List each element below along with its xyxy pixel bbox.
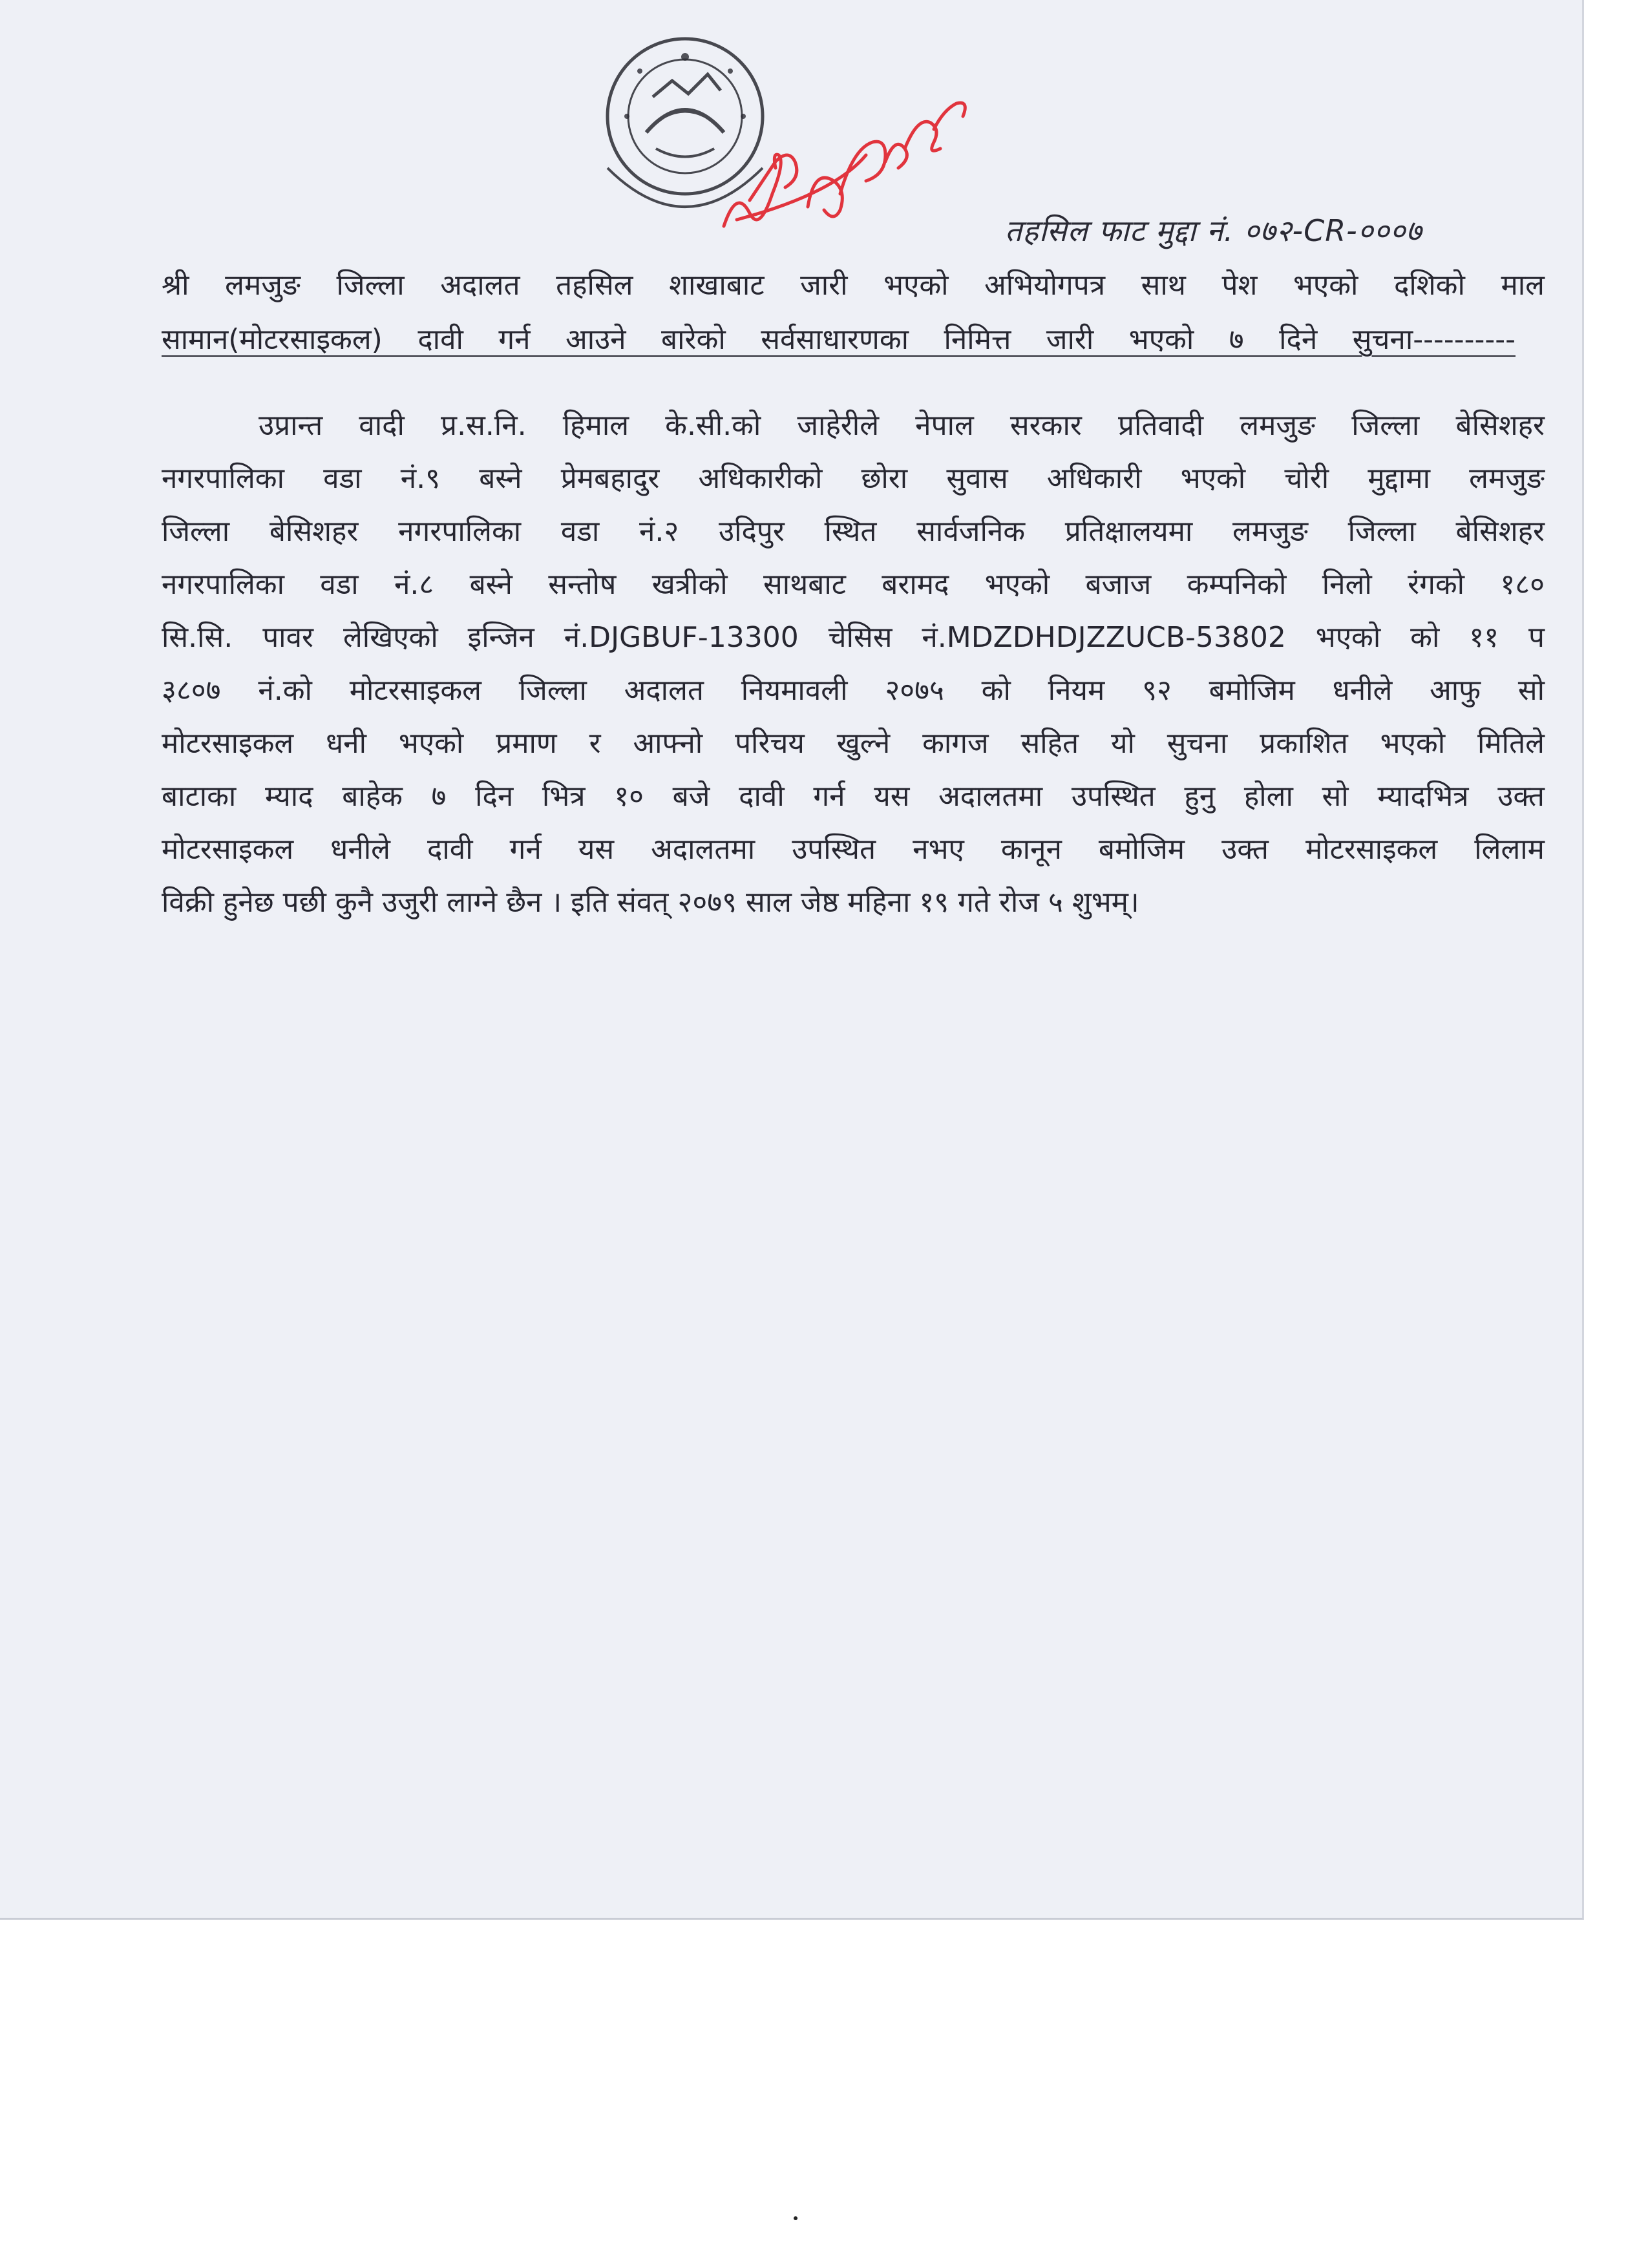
notice-body — [162, 399, 1545, 929]
body-line: बाटाका म्याद बाहेक ७ दिन भित्र १० बजे दावी गर्न यस अदालतमा उपस्थित हुनु होला सो म्यादभित्र उक्त — [162, 780, 1545, 813]
body-line: ३८०७ नं.को मोटरसाइकल जिल्ला अदालत नियमावली २०७५ को नियम ९२ बमोजिम धनीले आफु सो — [162, 674, 1545, 707]
heading-line-2: सामान(मोटरसाइकल) दावी गर्न आउने बारेको सर्वसाधारणका निमित्त जारी भएको ७ दिने सुचना---------- — [162, 323, 1516, 356]
body-line: मोटरसाइकल धनी भएको प्रमाण र आफ्नो परिचय खुल्ने कागज सहित यो सुचना प्रकाशित भएको मितिले — [162, 727, 1545, 760]
scan-speck — [794, 2216, 798, 2220]
body-line: उप्रान्त वादी प्र.स.नि. हिमाल के.सी.को जाहेरीले नेपाल सरकार प्रतिवादी लमजुङ जिल्ला बेसिशहर — [259, 409, 1545, 442]
body-line: नगरपालिका वडा नं.९ बस्ने प्रेमबहादुर अधिकारीको छोरा सुवास अधिकारी भएको चोरी मुद्दामा लमजुङ — [162, 462, 1545, 495]
case-number: तहसिल फाट मुद्दा नं. ०७२-CR-०००७ — [1005, 213, 1422, 248]
heading-line-1: श्री लमजुङ जिल्ला अदालत तहसिल शाखाबाट जारी भएको अभियोगपत्र साथ पेश भएको दशिको माल — [162, 269, 1545, 302]
notice-heading — [162, 258, 1545, 367]
body-line: नगरपालिका वडा नं.८ बस्ने सन्तोष खत्रीको साथबाट बरामद भएको बजाज कम्पनिको निलो रंगको १८० — [162, 568, 1545, 601]
body-line: विक्री हुनेछ पछी कुनै उजुरी लाग्ने छैन । इति संवत् २०७९ साल जेष्ठ महिना १९ गते रोज ५ शुभम्। — [162, 886, 1139, 919]
handwritten-signature — [711, 71, 982, 239]
body-line: सि.सि. पावर लेखिएको इन्जिन नं.DJGBUF-13300 चेसिस नं.MDZDHDJZZUCB-53802 भएको को ११ प — [162, 621, 1545, 654]
body-line: जिल्ला बेसिशहर नगरपालिका वडा नं.२ उदिपुर स्थित सार्वजनिक प्रतिक्षालयमा लमजुङ जिल्ला बेसिशहर — [162, 515, 1545, 548]
body-line: मोटरसाइकल धनीले दावी गर्न यस अदालतमा उपस्थित नभए कानून बमोजिम उक्त मोटरसाइकल लिलाम — [162, 833, 1545, 866]
